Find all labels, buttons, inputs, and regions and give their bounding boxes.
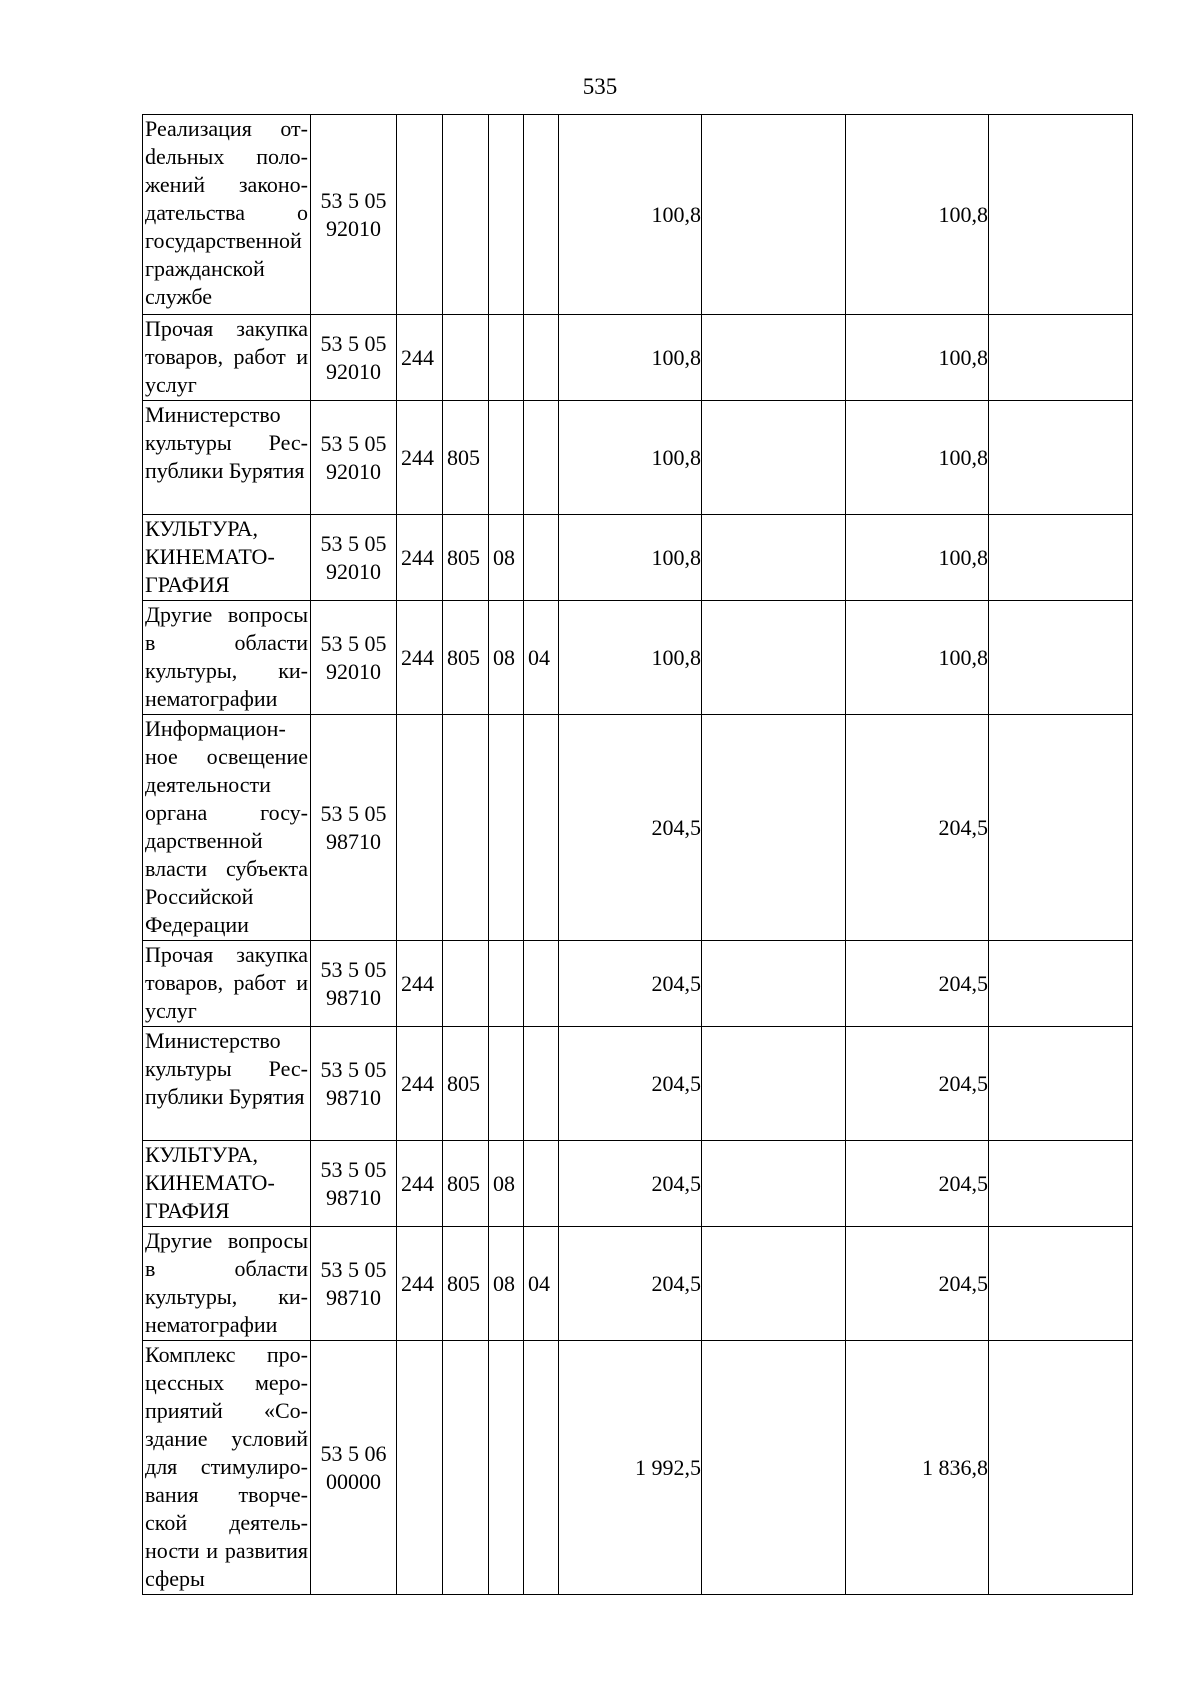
- amount-cell-1: 100,8: [559, 601, 702, 715]
- row-name-cell: Министерство культуры Республики Бурятия: [143, 401, 311, 515]
- target-article-cell: 53 5 05 92010: [311, 515, 397, 601]
- amount-cell-3: 100,8: [846, 601, 989, 715]
- amount-cell-2: [702, 715, 846, 941]
- section-cell: [489, 1341, 524, 1595]
- amount-cell-3: 100,8: [846, 515, 989, 601]
- expense-type-cell: 244: [397, 515, 443, 601]
- amount-cell-1: 204,5: [559, 1027, 702, 1141]
- table-row: [143, 601, 1133, 715]
- amount-cell-4: [989, 515, 1133, 601]
- target-article-cell: 53 5 05 98710: [311, 715, 397, 941]
- amount-cell-3: 1 836,8: [846, 1341, 989, 1595]
- section-cell: [489, 1027, 524, 1141]
- section-cell: 08: [489, 1141, 524, 1227]
- section-cell: [489, 715, 524, 941]
- amount-cell-3: 204,5: [846, 1027, 989, 1141]
- amount-cell-1: 204,5: [559, 1227, 702, 1341]
- amount-cell-4: [989, 1341, 1133, 1595]
- amount-cell-2: [702, 1227, 846, 1341]
- ministry-code-cell: [443, 1341, 489, 1595]
- amount-cell-1: 100,8: [559, 401, 702, 515]
- amount-cell-2: [702, 941, 846, 1027]
- amount-cell-2: [702, 1341, 846, 1595]
- subsection-cell: [524, 315, 559, 401]
- expense-type-cell: [397, 115, 443, 315]
- subsection-cell: [524, 1141, 559, 1227]
- amount-cell-1: 204,5: [559, 1141, 702, 1227]
- table-row: [143, 941, 1133, 1027]
- target-article-cell: 53 5 05 98710: [311, 1227, 397, 1341]
- amount-cell-4: [989, 941, 1133, 1027]
- amount-cell-4: [989, 1141, 1133, 1227]
- row-name-cell: КУЛЬТУРА, КИНЕМАТОГРАФИЯ: [143, 515, 311, 601]
- amount-cell-4: [989, 1027, 1133, 1141]
- subsection-cell: [524, 515, 559, 601]
- row-name-cell: Комплекс процессных мероприятий «Создание условий для стимулирования творческой деятельности и развития сферы: [143, 1341, 311, 1595]
- amount-cell-1: 100,8: [559, 515, 702, 601]
- expense-type-cell: 244: [397, 1141, 443, 1227]
- subsection-cell: 04: [524, 601, 559, 715]
- target-article-cell: 53 5 05 92010: [311, 401, 397, 515]
- ministry-code-cell: [443, 315, 489, 401]
- subsection-cell: [524, 115, 559, 315]
- target-article-cell: 53 5 05 98710: [311, 1027, 397, 1141]
- expense-type-cell: 244: [397, 315, 443, 401]
- page-number: 535: [582, 74, 618, 99]
- amount-cell-4: [989, 1227, 1133, 1341]
- subsection-cell: [524, 1341, 559, 1595]
- budget-table: [142, 114, 1133, 1595]
- amount-cell-4: [989, 715, 1133, 941]
- row-name-cell: Министерство культуры Республики Бурятия: [143, 1027, 311, 1141]
- row-name-cell: Информационное освещение деятельности органа государственной власти субъекта Российской Федерации: [143, 715, 311, 941]
- expense-type-cell: [397, 1341, 443, 1595]
- ministry-code-cell: [443, 115, 489, 315]
- target-article-cell: 53 5 05 92010: [311, 315, 397, 401]
- amount-cell-4: [989, 115, 1133, 315]
- row-name-cell: Реализация отdельных положений законодательства о государственной гражданской службе: [143, 115, 311, 315]
- row-name-cell: Прочая закупка товаров, работ и услуг: [143, 315, 311, 401]
- amount-cell-4: [989, 401, 1133, 515]
- amount-cell-2: [702, 115, 846, 315]
- amount-cell-1: 1 992,5: [559, 1341, 702, 1595]
- row-name-cell: Другие вопросы в области культуры, кинематографии: [143, 601, 311, 715]
- amount-cell-2: [702, 515, 846, 601]
- table-row: [143, 715, 1133, 941]
- amount-cell-1: 204,5: [559, 715, 702, 941]
- table-row: [143, 1141, 1133, 1227]
- amount-cell-1: 100,8: [559, 115, 702, 315]
- expense-type-cell: 244: [397, 941, 443, 1027]
- amount-cell-2: [702, 1141, 846, 1227]
- amount-cell-1: 204,5: [559, 941, 702, 1027]
- subsection-cell: [524, 941, 559, 1027]
- amount-cell-3: 204,5: [846, 1227, 989, 1341]
- section-cell: [489, 401, 524, 515]
- subsection-cell: [524, 401, 559, 515]
- subsection-cell: [524, 715, 559, 941]
- ministry-code-cell: 805: [443, 601, 489, 715]
- section-cell: [489, 941, 524, 1027]
- table-row: [143, 515, 1133, 601]
- amount-cell-4: [989, 601, 1133, 715]
- ministry-code-cell: 805: [443, 515, 489, 601]
- expense-type-cell: 244: [397, 1227, 443, 1341]
- amount-cell-3: 204,5: [846, 715, 989, 941]
- section-cell: 08: [489, 601, 524, 715]
- amount-cell-3: 100,8: [846, 401, 989, 515]
- row-name-cell: Прочая закупка товаров, работ и услуг: [143, 941, 311, 1027]
- ministry-code-cell: 805: [443, 1227, 489, 1341]
- ministry-code-cell: 805: [443, 401, 489, 515]
- section-cell: 08: [489, 1227, 524, 1341]
- target-article-cell: 53 5 05 98710: [311, 1141, 397, 1227]
- expense-type-cell: 244: [397, 1027, 443, 1141]
- expense-type-cell: [397, 715, 443, 941]
- amount-cell-2: [702, 601, 846, 715]
- amount-cell-3: 204,5: [846, 941, 989, 1027]
- table-row: [143, 1341, 1133, 1595]
- table-row: [143, 1227, 1133, 1341]
- amount-cell-3: 100,8: [846, 115, 989, 315]
- expense-type-cell: 244: [397, 601, 443, 715]
- section-cell: [489, 315, 524, 401]
- row-name-cell: КУЛЬТУРА, КИНЕМАТОГРАФИЯ: [143, 1141, 311, 1227]
- section-cell: 08: [489, 515, 524, 601]
- target-article-cell: 53 5 05 92010: [311, 115, 397, 315]
- amount-cell-2: [702, 315, 846, 401]
- target-article-cell: 53 5 05 98710: [311, 941, 397, 1027]
- ministry-code-cell: [443, 941, 489, 1027]
- amount-cell-2: [702, 1027, 846, 1141]
- target-article-cell: 53 5 06 00000: [311, 1341, 397, 1595]
- subsection-cell: 04: [524, 1227, 559, 1341]
- table-row: [143, 401, 1133, 515]
- amount-cell-1: 100,8: [559, 315, 702, 401]
- section-cell: [489, 115, 524, 315]
- expense-type-cell: 244: [397, 401, 443, 515]
- target-article-cell: 53 5 05 92010: [311, 601, 397, 715]
- table-row: [143, 115, 1133, 315]
- ministry-code-cell: 805: [443, 1141, 489, 1227]
- ministry-code-cell: 805: [443, 1027, 489, 1141]
- table-row: [143, 315, 1133, 401]
- amount-cell-2: [702, 401, 846, 515]
- table-body: [143, 115, 1133, 1595]
- ministry-code-cell: [443, 715, 489, 941]
- amount-cell-3: 100,8: [846, 315, 989, 401]
- row-name-cell: Другие вопросы в области культуры, кинематографии: [143, 1227, 311, 1341]
- amount-cell-4: [989, 315, 1133, 401]
- table-row: [143, 1027, 1133, 1141]
- subsection-cell: [524, 1027, 559, 1141]
- amount-cell-3: 204,5: [846, 1141, 989, 1227]
